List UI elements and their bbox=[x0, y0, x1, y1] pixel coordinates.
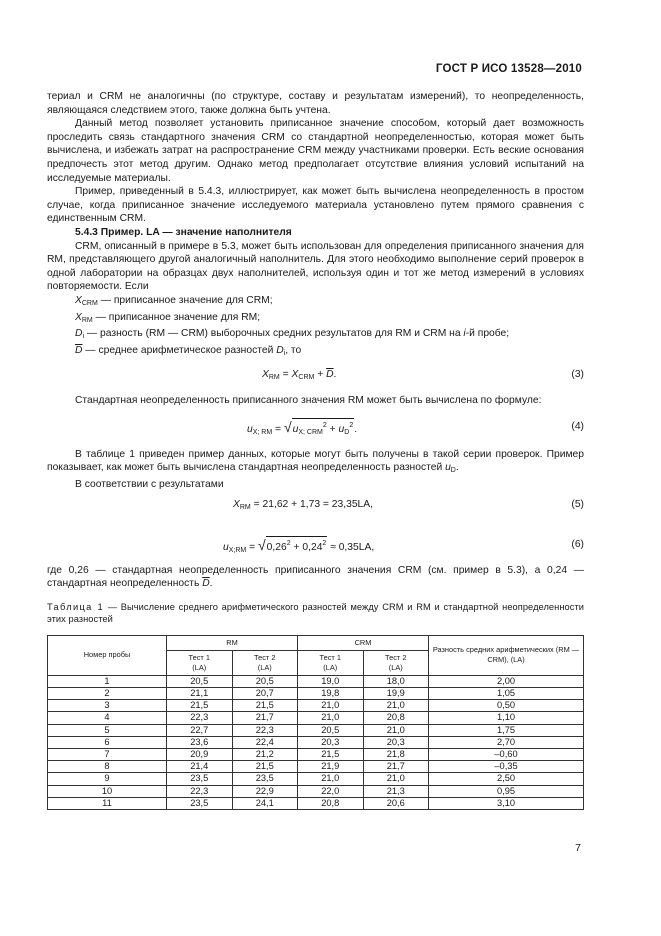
document-body bbox=[47, 90, 584, 810]
table-cell: 20,7 bbox=[232, 688, 298, 700]
paragraph-6-end: . bbox=[455, 462, 459, 474]
header-sample-number: Номер пробы bbox=[48, 635, 167, 675]
table-cell: 21,9 bbox=[298, 761, 364, 773]
formula-6 bbox=[47, 522, 584, 560]
table-cell: 22,4 bbox=[232, 736, 298, 748]
f6-b-sup: 2 bbox=[322, 539, 327, 547]
table-cell: 0,95 bbox=[429, 785, 584, 797]
table-cell: 21,0 bbox=[298, 712, 364, 724]
definition-d-i bbox=[47, 327, 584, 344]
formula-6-expression bbox=[223, 536, 374, 558]
definition-text: — приписанное значение для CRM; bbox=[97, 294, 273, 306]
f6-approx: ≈ 0,35LA, bbox=[327, 541, 375, 553]
table-cell: 19,8 bbox=[298, 688, 364, 700]
definition-x-rm bbox=[47, 311, 584, 328]
table-row bbox=[48, 749, 584, 761]
header-test-label: Тест 2 bbox=[385, 652, 407, 662]
sqrt-icon: √ bbox=[283, 418, 292, 435]
table-cell: –0,60 bbox=[429, 749, 584, 761]
table-cell: 21,5 bbox=[167, 700, 233, 712]
f4-t1-sup: 2 bbox=[322, 421, 327, 429]
header-crm: CRM bbox=[298, 635, 429, 650]
table-cell: 1 bbox=[48, 675, 167, 687]
table-cell: 21,2 bbox=[232, 749, 298, 761]
formula-5-expression bbox=[233, 498, 373, 515]
formula-3-number: (3) bbox=[571, 369, 584, 381]
header-rm-test2 bbox=[232, 650, 298, 675]
definition-d-mean bbox=[47, 344, 584, 361]
header-rm-test1 bbox=[167, 650, 233, 675]
paragraph-8 bbox=[47, 564, 584, 591]
f4-t2-sup: 2 bbox=[349, 421, 354, 429]
table-cell: 20,6 bbox=[363, 797, 429, 809]
table-cell: 22,0 bbox=[298, 785, 364, 797]
definition-text: — среднее арифметическое разностей bbox=[82, 344, 277, 356]
f6-plus: + bbox=[290, 541, 303, 553]
table-cell: 23,5 bbox=[232, 773, 298, 785]
header-difference: Разность средних арифметических (RM — CRM), (LA) bbox=[429, 635, 584, 675]
f4-lhs: u bbox=[247, 423, 253, 435]
f4-eq: = bbox=[272, 423, 284, 435]
paragraph-8-end: . bbox=[209, 578, 213, 590]
definition-text: — приписанное значение для RM; bbox=[92, 311, 261, 323]
f4-end: . bbox=[354, 423, 358, 435]
table-row bbox=[48, 700, 584, 712]
formula-6-number: (6) bbox=[571, 538, 584, 550]
table-cell: 22,3 bbox=[232, 724, 298, 736]
section-heading: 5.4.3 Пример. LA — значение наполнителя bbox=[75, 226, 292, 238]
table-cell: 1,05 bbox=[429, 688, 584, 700]
header-test-label: Тест 2 bbox=[254, 652, 276, 662]
formula-3-expression bbox=[262, 368, 336, 385]
page-number: 7 bbox=[575, 842, 581, 854]
table-cell: 23,5 bbox=[167, 773, 233, 785]
table-row bbox=[48, 736, 584, 748]
f3-eq: = bbox=[279, 369, 292, 381]
subscript: i bbox=[283, 349, 286, 357]
header-crm-test2 bbox=[363, 650, 429, 675]
paragraph-1: териал и CRM не аналогичны (по структуре, составу и результатам измерений), то неопределенность, являющаяся следствием этого, также должна быть учтена. bbox=[47, 91, 584, 116]
table-cell: 0,50 bbox=[429, 700, 584, 712]
f6-radicand bbox=[266, 536, 328, 555]
table-cell: 20,5 bbox=[167, 675, 233, 687]
table-cell: 21,0 bbox=[298, 700, 364, 712]
table-cell: 8 bbox=[48, 761, 167, 773]
paragraph-7: В соответствии с результатами bbox=[75, 479, 224, 491]
f4-t2: u bbox=[338, 423, 345, 435]
f4-plus: + bbox=[326, 423, 339, 435]
header-test-label: Тест 1 bbox=[188, 652, 210, 662]
f4-t2-sub: D bbox=[344, 428, 350, 436]
header-crm-test1 bbox=[298, 650, 364, 675]
table-cell: 9 bbox=[48, 773, 167, 785]
header-unit: (LA) bbox=[323, 662, 338, 672]
table-cell: 21,0 bbox=[298, 773, 364, 785]
table-cell: 1,75 bbox=[429, 724, 584, 736]
f3-end: . bbox=[333, 369, 337, 381]
table-cell: 20,5 bbox=[298, 724, 364, 736]
table-cell: 21,1 bbox=[167, 688, 233, 700]
table-cell: 20,5 bbox=[232, 675, 298, 687]
header-unit: (LA) bbox=[192, 662, 207, 672]
paragraph-6 bbox=[47, 448, 584, 478]
f6-b: 0,24 bbox=[302, 541, 323, 553]
table-cell: 3,10 bbox=[429, 797, 584, 809]
table-cell: 22,3 bbox=[167, 785, 233, 797]
symbol-d-bar: $\overline{D}$ bbox=[75, 344, 83, 356]
f5-lhs-sub: RM bbox=[239, 503, 251, 511]
table-cell: 2,00 bbox=[429, 675, 584, 687]
table-row bbox=[48, 712, 584, 724]
table-cell: 18,0 bbox=[363, 675, 429, 687]
formula-4 bbox=[47, 408, 584, 444]
table-cell: 2 bbox=[48, 688, 167, 700]
header-test-label: Тест 1 bbox=[319, 652, 341, 662]
paragraph-6-text: В таблице 1 приведен пример данных, которые могут быть получены в такой серии проверок. Пример показывает, как может быть вычислена стандартная неопределенность разностей bbox=[47, 448, 584, 474]
sqrt-icon: √ bbox=[257, 536, 266, 553]
table-cell: 4 bbox=[48, 712, 167, 724]
header-unit: (LA) bbox=[388, 662, 403, 672]
f4-radicand bbox=[292, 418, 358, 440]
formula-5 bbox=[47, 492, 584, 522]
table-cell: 21,7 bbox=[363, 761, 429, 773]
symbol-d-bar: $\overline{D}$ bbox=[202, 578, 210, 590]
f4-t1-sub: X; CRM bbox=[298, 428, 323, 436]
f5-lhs: X bbox=[233, 498, 240, 510]
symbol: D bbox=[75, 328, 83, 340]
formula-5-number: (5) bbox=[571, 498, 584, 510]
f3-lhs-sub: RM bbox=[268, 374, 280, 382]
table-cell: 23,5 bbox=[167, 797, 233, 809]
f6-lhs: u bbox=[223, 541, 229, 553]
subscript: D bbox=[450, 467, 456, 475]
table-row bbox=[48, 773, 584, 785]
formula-4-expression bbox=[247, 418, 357, 440]
table-row bbox=[48, 675, 584, 687]
table-cell: 20,8 bbox=[298, 797, 364, 809]
table-row bbox=[48, 797, 584, 809]
symbol: D bbox=[276, 344, 284, 356]
table-body bbox=[48, 675, 584, 809]
table-cell: 21,5 bbox=[232, 700, 298, 712]
table-caption-text: — Вычисление среднего арифметического разностей между CRM и RM и стандартной неопределенности этих разностей bbox=[47, 601, 584, 624]
table-cell: 21,0 bbox=[363, 773, 429, 785]
f6-a-sup: 2 bbox=[286, 539, 291, 547]
formula-3 bbox=[47, 360, 584, 390]
f3-d-bar: $\overline{D}$ bbox=[326, 369, 334, 381]
table-cell: 19,0 bbox=[298, 675, 364, 687]
symbol: X bbox=[75, 311, 82, 323]
table-cell: 3 bbox=[48, 700, 167, 712]
table-cell: 20,8 bbox=[363, 712, 429, 724]
index-symbol: i bbox=[463, 328, 466, 340]
paragraph-8-text: где 0,26 — стандартная неопределенность приписанного значения CRM (см. пример в 5.3), а 0,24 — стандартная неопределенность bbox=[47, 564, 584, 590]
subscript: CRM bbox=[81, 299, 98, 307]
table-cell: 21,7 bbox=[232, 712, 298, 724]
table-cell: 11 bbox=[48, 797, 167, 809]
header-unit: (LA) bbox=[257, 662, 272, 672]
header-rm: RM bbox=[167, 635, 298, 650]
formula-4-number: (4) bbox=[571, 420, 584, 432]
table-row bbox=[48, 785, 584, 797]
f3-a-sub: CRM bbox=[298, 374, 315, 382]
paragraph-3: Пример, приведенный в 5.4.3, иллюстрирует, как может быть вычислена неопределенность в простом случае, когда приписанное значение исследуемого материала установлено путем прямого сравнения с единственным CRM. bbox=[47, 186, 584, 225]
table-cell: 21,4 bbox=[167, 761, 233, 773]
f6-eq: = bbox=[246, 541, 258, 553]
table-cell: 24,1 bbox=[232, 797, 298, 809]
f6-a: 0,26 bbox=[266, 541, 287, 553]
paragraph-2: Данный метод позволяет установить приписанное значение способом, который дает возможность проследить связь стандартного значения CRM со стандартной неопределенностью, которая может быть вычислена, и избежать затрат на распространение CRM между участниками проверки. Есть веские основания предпочесть этот метод другим. Однако метод предполагает отсутствие влияния условий испытаний на исследуемые материалы. bbox=[47, 118, 584, 184]
symbol: X bbox=[75, 294, 82, 306]
table-cell: 20,9 bbox=[167, 749, 233, 761]
subscript: i bbox=[82, 333, 84, 341]
f4-lhs-sub: X; RM bbox=[252, 428, 273, 436]
f3-lhs: X bbox=[262, 369, 269, 381]
table-cell: 23,6 bbox=[167, 736, 233, 748]
table-cell: 21,5 bbox=[232, 761, 298, 773]
table-cell: 22,7 bbox=[167, 724, 233, 736]
document-header: ГОСТ Р ИСО 13528—2010 bbox=[435, 63, 582, 75]
table-cell: 20,3 bbox=[298, 736, 364, 748]
symbol-u: u bbox=[445, 462, 451, 474]
table-cell: 21,0 bbox=[363, 724, 429, 736]
definition-x-crm bbox=[47, 294, 584, 311]
table-cell: 20,3 bbox=[363, 736, 429, 748]
table-cell: 6 bbox=[48, 736, 167, 748]
table-cell: 2,70 bbox=[429, 736, 584, 748]
definition-text-end: -й пробе; bbox=[465, 328, 510, 340]
paragraph-4: CRM, описанный в примере в 5.3, может быть использован для определения приписанного значения для RM, представляющего другой аналогичный наполнитель. Для этого необходимо выполнение серий проверок в одной лаборатории на образцах двух наполнителей, используя один и тот же метод измерений в условиях повторяемости. Если bbox=[47, 240, 584, 293]
table-cell: 10 bbox=[48, 785, 167, 797]
f3-a: X bbox=[291, 369, 299, 381]
table-cell: 7 bbox=[48, 749, 167, 761]
table-cell: 2,50 bbox=[429, 773, 584, 785]
table-cell: 22,3 bbox=[167, 712, 233, 724]
data-table bbox=[47, 635, 584, 810]
definition-text-end: , то bbox=[285, 344, 302, 356]
table-cell: 19,9 bbox=[363, 688, 429, 700]
table-cell: 21,0 bbox=[363, 700, 429, 712]
table-cell: 22,9 bbox=[232, 785, 298, 797]
f4-t1: u bbox=[292, 423, 299, 435]
table-row bbox=[48, 761, 584, 773]
subscript: RM bbox=[81, 316, 93, 324]
paragraph-5: Стандартная неопределенность приписанного значения RM может быть вычислена по формуле: bbox=[75, 395, 542, 407]
f5-rhs: = 21,62 + 1,73 = 23,35LA, bbox=[250, 498, 374, 510]
table-row bbox=[48, 688, 584, 700]
table-cell: 1,10 bbox=[429, 712, 584, 724]
table-caption bbox=[47, 601, 584, 625]
table-row bbox=[48, 724, 584, 736]
table-cell: 21,8 bbox=[363, 749, 429, 761]
table-cell: 21,3 bbox=[363, 785, 429, 797]
f6-lhs-sub: X;RM bbox=[228, 546, 247, 554]
table-cell: 5 bbox=[48, 724, 167, 736]
table-cell: –0,35 bbox=[429, 761, 584, 773]
f3-plus: + bbox=[314, 369, 327, 381]
table-cell: 21,5 bbox=[298, 749, 364, 761]
definition-text: — разность (RM — CRM) выборочных средних результатов для RM и CRM на bbox=[84, 328, 464, 340]
table-caption-label: Таблица 1 bbox=[47, 601, 104, 612]
